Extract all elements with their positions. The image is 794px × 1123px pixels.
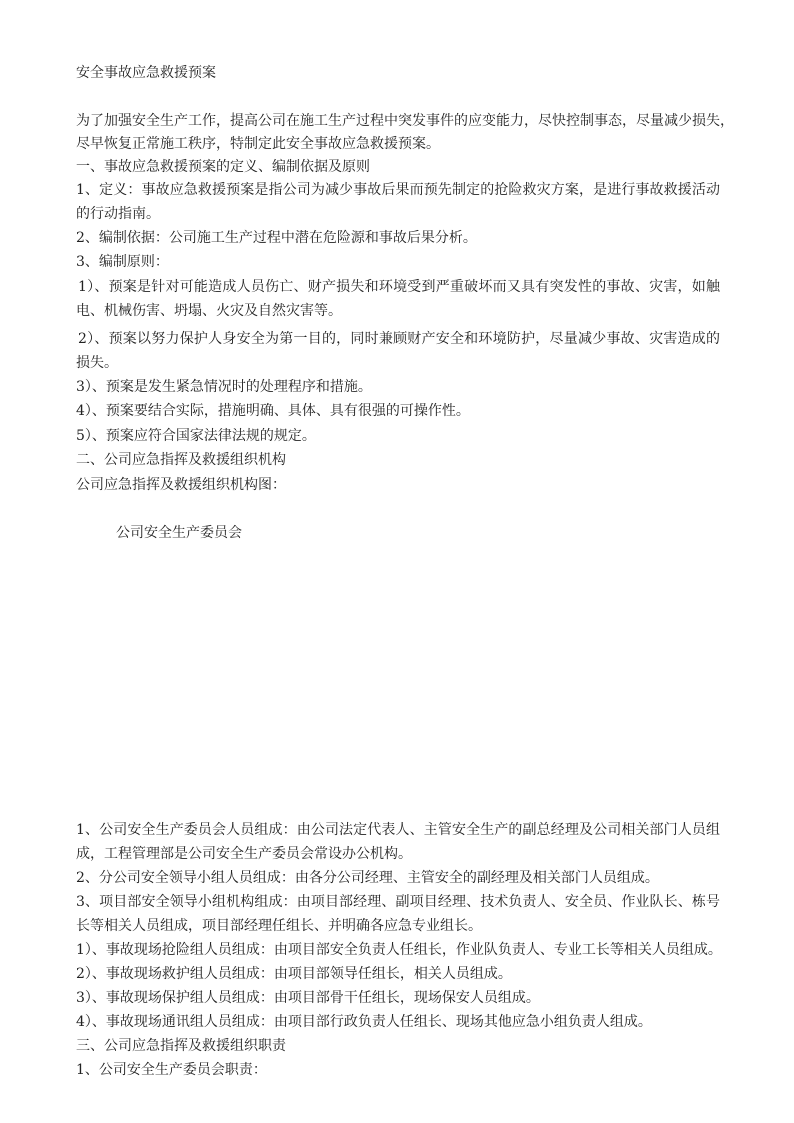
principle-1-line-2: 电、机械伤害、坍塌、火灾及自然灾害等。 [76, 303, 342, 319]
principle-5: 5）、预案应符合国家法律法规的规定。 [76, 428, 316, 444]
definition-line-2: 的行动指南。 [76, 206, 160, 222]
org-item-2: 2、分公司安全领导小组人员组成：由各分公司经理、主管安全的副经理及相关部门人员组成。 [76, 870, 659, 886]
section1-heading: 一、事故应急救援预案的定义、编制依据及原则 [76, 159, 370, 175]
principle-2-line-2: 损失。 [76, 355, 118, 371]
principle-3: 3）、预案是发生紧急情况时的处理程序和措施。 [76, 379, 372, 395]
section2-heading: 二、公司应急指挥及救援组织机构 [76, 452, 286, 468]
org-item-1-line-2: 成，工程管理部是公司安全生产委员会常设办公机构。 [76, 846, 412, 862]
basis: 2、编制依据：公司施工生产过程中潜在危险源和事故后果分析。 [76, 230, 477, 246]
org-chart-top-node: 公司安全生产委员会 [116, 525, 242, 541]
principles-heading: 3、编制原则： [76, 254, 169, 270]
org-sub-4: 4）、事故现场通讯组人员组成：由项目部行政负责人任组长、现场其他应急小组负责人组成。 [76, 1014, 652, 1030]
principle-1-line-1: 1）、预案是针对可能造成人员伤亡、财产损失和环境受到严重破坏而又具有突发性的事故、灾害，如触 [78, 279, 720, 295]
org-item-3-line-2: 长等相关人员组成，项目部经理任组长、并明确各应急专业组长。 [76, 918, 482, 934]
org-item-1-line-1: 1、公司安全生产委员会人员组成：由公司法定代表人、主管安全生产的副总经理及公司相关部门人员组 [76, 822, 720, 838]
principle-2-line-1: 2）、预案以努力保护人身安全为第一目的，同时兼顾财产安全和环境防护，尽量减少事故、灾害造成的 [78, 331, 720, 347]
intro-line-2: 尽早恢复正常施工秩序，特制定此安全事故应急救援预案。 [76, 136, 440, 152]
document-title: 安全事故应急救援预案 [76, 65, 216, 81]
org-sub-1: 1）、事故现场抢险组人员组成：由项目部安全负责人任组长，作业队负责人、专业工长等相关人员组成。 [76, 942, 722, 958]
principle-4: 4）、预案要结合实际，措施明确、具体、具有很强的可操作性。 [76, 403, 470, 419]
definition-line-1: 1、定义：事故应急救援预案是指公司为减少事故后果而预先制定的抢险救灾方案，是进行事故救援活动 [76, 182, 720, 198]
org-sub-2: 2）、事故现场救护组人员组成：由项目部领导任组长，相关人员组成。 [76, 966, 512, 982]
org-chart-caption: 公司应急指挥及救援组织机构图： [76, 477, 286, 493]
section3-heading: 三、公司应急指挥及救援组织职责 [76, 1038, 286, 1054]
org-sub-3: 3）、事故现场保护组人员组成：由项目部骨干任组长，现场保安人员组成。 [76, 990, 540, 1006]
intro-line-1: 为了加强安全生产工作，提高公司在施工生产过程中突发事件的应变能力，尽快控制事态，尽量减少损失， [76, 113, 734, 129]
section3-item-1: 1、公司安全生产委员会职责： [76, 1062, 267, 1078]
org-item-3-line-1: 3、项目部安全领导小组机构组成：由项目部经理、副项目经理、技术负责人、安全员、作业队长、栋号 [76, 894, 720, 910]
